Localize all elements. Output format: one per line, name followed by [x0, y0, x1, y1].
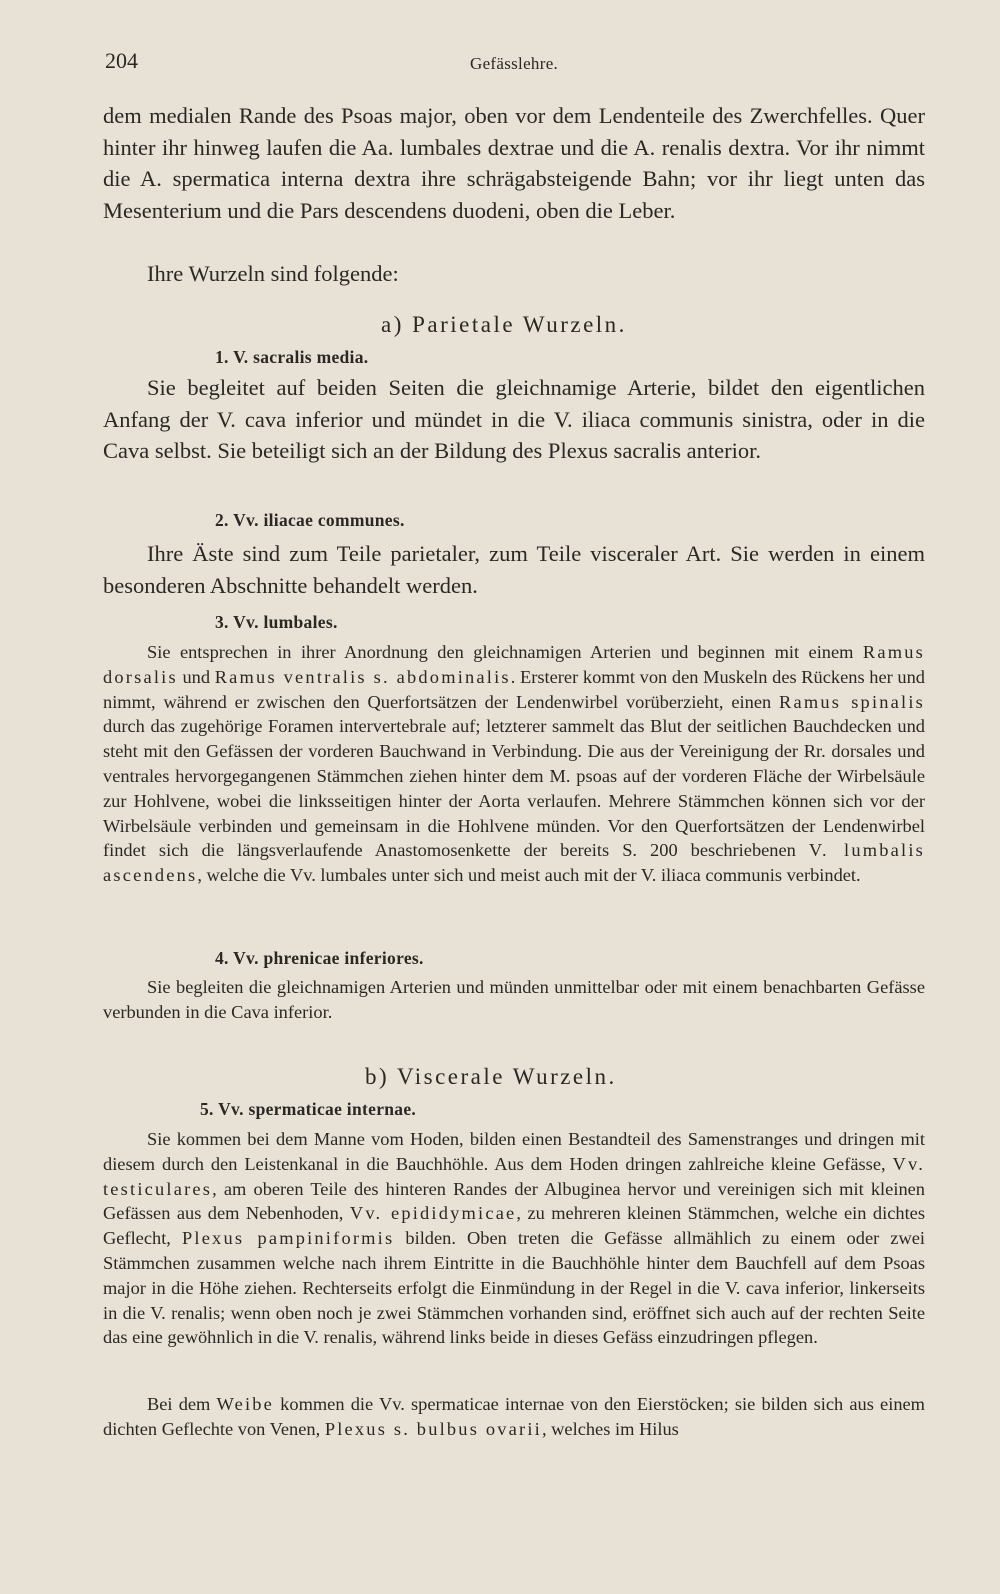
spaced-term: Weibe [216, 1394, 275, 1414]
paragraph-roots: Ihre Wurzeln sind folgende: [147, 261, 399, 286]
text-run: , am oberen Teile des hinteren Randes der Albuginea hervor und vereinigen sich mit kleinen Gefässen aus dem Nebenhoden, [103, 1178, 925, 1224]
paragraph-sacralis: Sie begleitet auf beiden Seiten die gleichnamige Arterie, bildet den eigentlichen Anfang der V. cava inferior und mündet in die V. iliaca communis sinistra, oder in die Cava selbst. Sie beteiligt sich an der Bildung des Plexus sacralis anterior. [103, 375, 925, 463]
text-run: durch das zugehörige Foramen intervertebrale auf; letzterer sammelt das Blut der seitlichen Bauchdecken und steht mit den Gefässen der vorderen Bauchwand in Verbindung. Die aus der Vereinigung der Rr. dorsales und ventrales hervorgegangenen Stämmchen ziehen hinter dem M. psoas auf der vorderen Fläche der Wirbelsäule zur Hohlvene, wobei die linksseitigen hinter der Aorta verlaufen. Mehrere Stämmchen können sich vor der Wirbelsäule verbinden und gemeinsam in die Hohlvene münden. Vor den Querfortsätzen der Lendenwirbel findet sich die längsverlaufende Anastomosenkette der bereits S. 200 beschriebenen [103, 716, 925, 861]
spaced-term: Vv. epididymicae [349, 1203, 517, 1224]
paragraph-iliacae: Ihre Äste sind zum Teile parietaler, zum Teile visceraler Art. Sie werden in einem besonderen Abschnitte behandelt werden. [103, 541, 925, 598]
paragraph-phrenicae: Sie begleiten die gleichnamigen Arterien und münden unmittelbar oder mit einem benachbarten Gefässe verbunden in die Cava inferior. [103, 977, 925, 1022]
paragraph-weibe [103, 1392, 925, 1442]
text-run: Sie kommen bei dem Manne vom Hoden, bilden einen Bestandteil des Samenstranges und dringen mit diesem durch den Leistenkanal in die Bauchhöhle. Aus dem Hoden dringen zahlreiche kleine Gefässe, [103, 1129, 925, 1174]
text-run: , zu mehreren kleinen Stämmchen, welche ein dichtes Geflecht, [103, 1203, 925, 1249]
spaced-term: Plexus pampiniformis [181, 1228, 395, 1249]
spaced-term: Ramus spinalis [779, 691, 925, 712]
text-run: und [177, 666, 215, 687]
page-header [105, 48, 925, 78]
spaced-term: Ramus dorsalis [103, 642, 925, 687]
text-run: Bei dem [147, 1394, 217, 1414]
paragraph-spermaticae [103, 1127, 925, 1350]
running-title: Gefässlehre. [470, 54, 559, 73]
spaced-term: Plexus s. bulbus ovarii [324, 1418, 542, 1439]
item-heading-iliacae: 2. Vv. iliacae communes. [215, 510, 405, 530]
section-heading-parietal: a) Parietale Wurzeln. [381, 312, 627, 337]
item-heading-lumbales: 3. Vv. lumbales. [215, 612, 338, 632]
paragraph-intro: dem medialen Rande des Psoas major, oben vor dem Lendenteile des Zwerchfelles. Quer hinter ihr hinweg laufen die Aa. lumbales dextrae und die A. renalis dextra. Vor ihr nimmt die A. spermatica interna dextra ihre schrägabsteigende Bahn; vor ihr liegt unten das Mesenterium und die Pars descendens duodeni, oben die Leber. [103, 103, 925, 223]
item-heading-spermaticae: 5. Vv. spermaticae internae. [200, 1099, 417, 1119]
text-run: . Ersterer kommt von den Muskeln des Rückens her und nimmt, während er zwischen den Querfortsätzen der Lendenwirbel vorüberzieht, einen [103, 666, 926, 712]
page-number: 204 [105, 48, 138, 73]
text-run: kommen die Vv. spermaticae internae von den Eierstöcken; sie bilden sich aus einem dichten Geflechte von Venen, [103, 1394, 925, 1439]
spaced-term: V. lumbalis ascendens [103, 840, 925, 886]
item-heading-sacralis: 1. V. sacralis media. [215, 347, 369, 367]
text-run: , welche die Vv. lumbales unter sich und meist auch mit der V. iliaca communis verbindet. [197, 865, 861, 886]
text-run: , welches im Hilus [541, 1418, 679, 1439]
text-run: bilden. Oben treten die Gefässe allmählich zu einem oder zwei Stämmchen zusammen welche nach ihrem Eintritte in die Bauchhöhle hinter dem Bauchfell auf dem Psoas major in die Höhe ziehen. Rechterseits erfolgt die Einmündung in der Regel in die V. cava inferior, linkerseits in die V. renalis; wenn oben noch je zwei Stämmchen vorhanden sind, eröffnet sich auch auf der rechten Seite das eine gewöhnlich in die V. renalis, während links beide in dieses Gefäss einzudringen pflegen. [103, 1228, 925, 1348]
paragraph-lumbales [103, 640, 925, 888]
item-heading-phrenicae: 4. Vv. phrenicae inferiores. [215, 948, 424, 968]
spaced-term: Ramus ventralis s. abdominalis [214, 666, 511, 687]
spaced-term: Vv. testiculares [103, 1153, 925, 1199]
section-heading-visceral: b) Viscerale Wurzeln. [365, 1064, 617, 1089]
text-run: Sie entsprechen in ihrer Anordnung den gleichnamigen Arterien und beginnen mit einem [147, 642, 863, 662]
